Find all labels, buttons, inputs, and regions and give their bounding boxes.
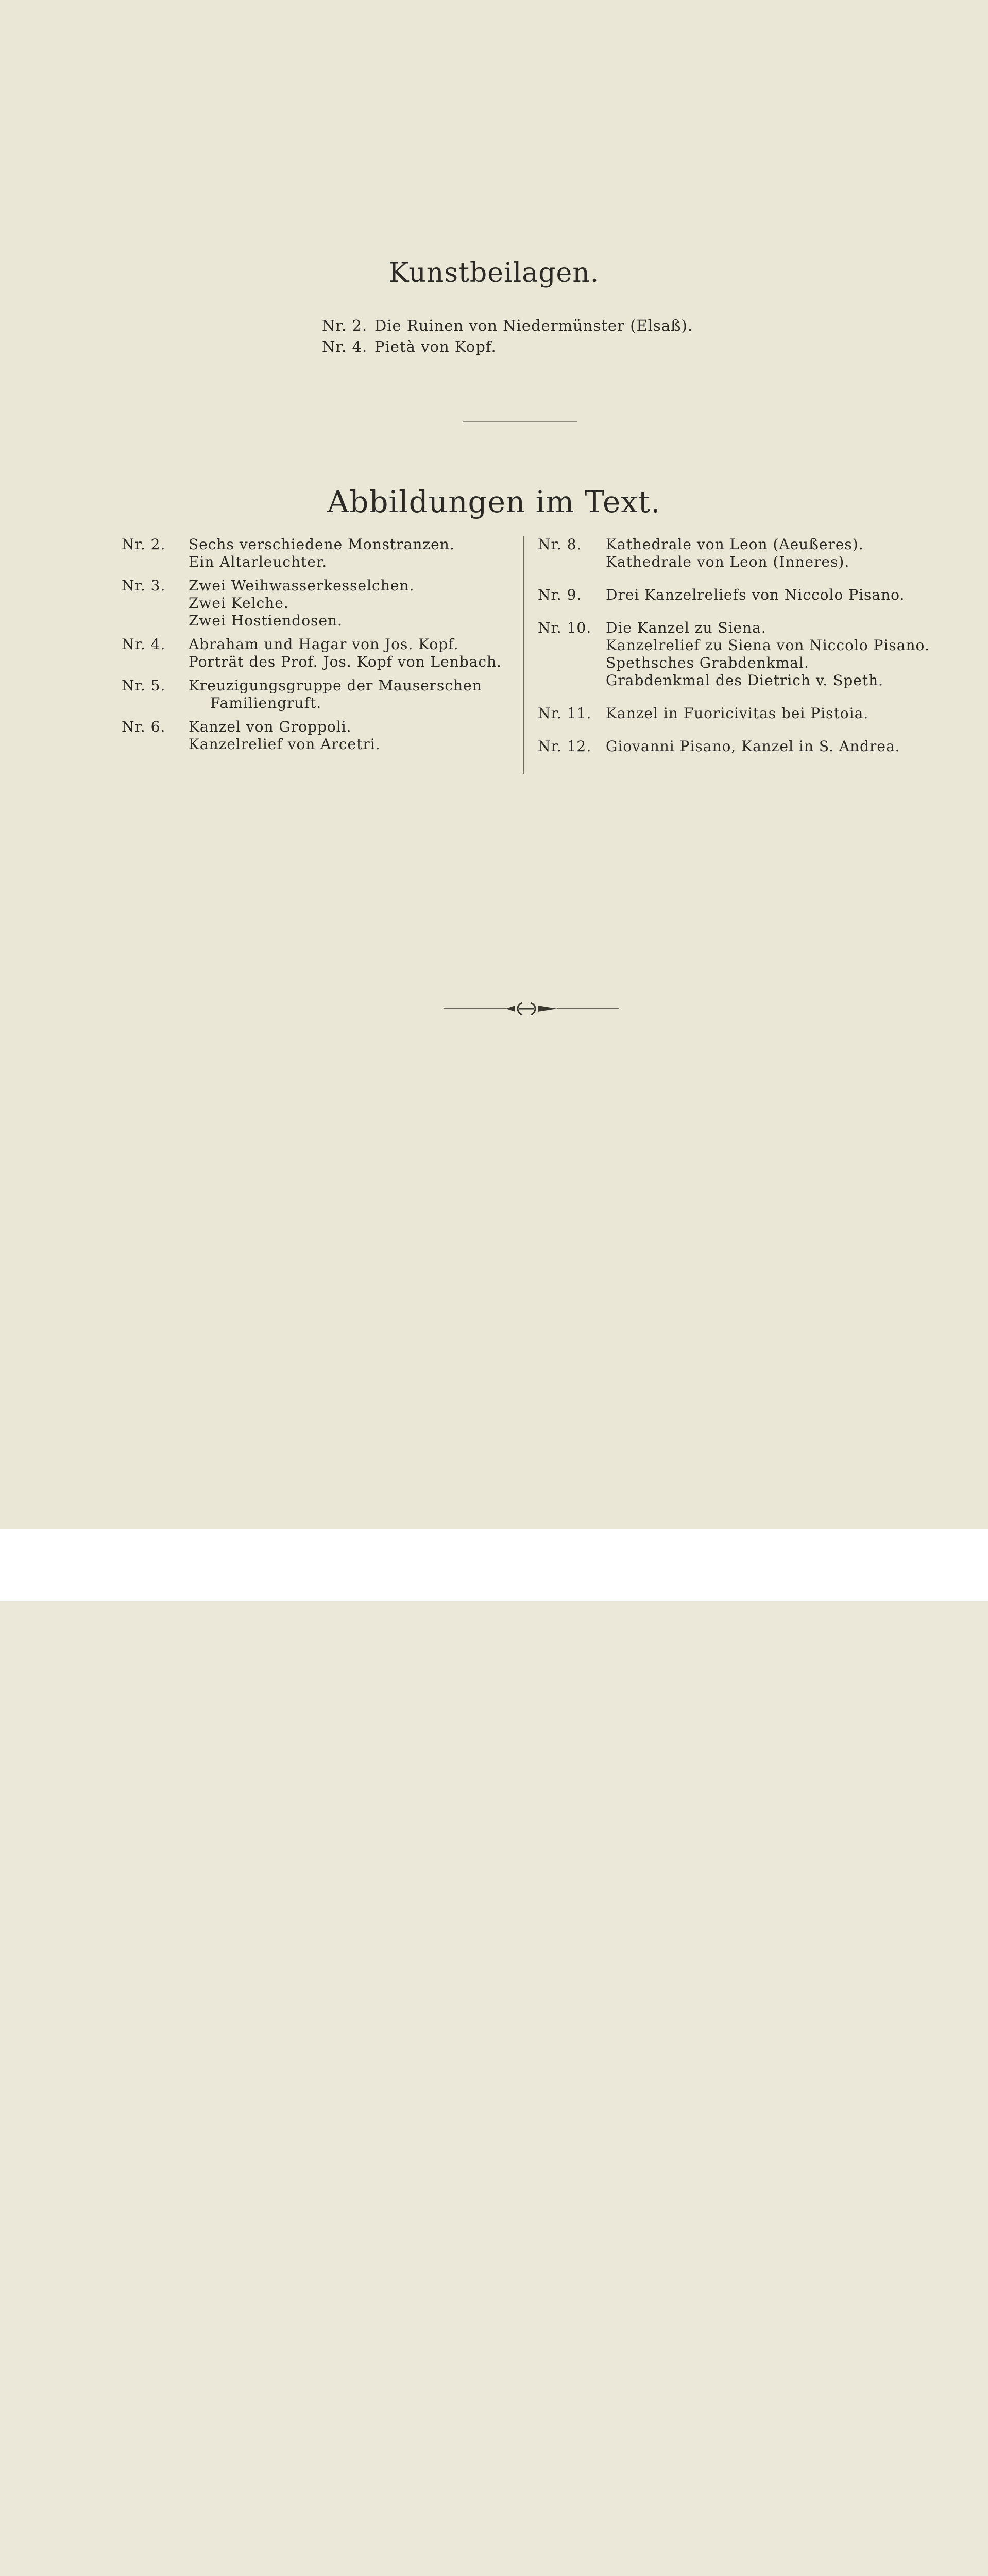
list-item	[538, 536, 940, 571]
entry-line: Kathedrale von Leon (Inneres).	[606, 553, 850, 570]
entry-number: Nr. 9.	[538, 586, 582, 603]
entry-line: Zwei Kelche.	[189, 595, 289, 612]
entry-line: Kreuzigungsgruppe der Mauserschen	[189, 677, 482, 694]
entry-line: Zwei Hostiendosen.	[189, 612, 343, 629]
plates-list	[322, 315, 693, 358]
list-item	[538, 619, 940, 689]
entry-line: Die Kanzel zu Siena.	[606, 619, 766, 636]
entry-number: Nr. 2.	[122, 536, 166, 553]
entry-line: Sechs verschiedene Monstranzen.	[189, 536, 455, 553]
entry-number: Nr. 3.	[122, 577, 166, 594]
entry-line: Kanzelrelief zu Siena von Niccolo Pisano.	[606, 637, 930, 654]
list-item	[122, 536, 513, 571]
entry-number: Nr. 5.	[122, 677, 166, 694]
entry-line: Ein Altarleuchter.	[189, 553, 328, 570]
list-item	[122, 718, 513, 753]
list-item	[538, 586, 940, 604]
plate-title: Die Ruinen von Niedermünster (Elsaß).	[374, 317, 693, 334]
plate-title: Pietà von Kopf.	[374, 338, 497, 355]
list-item	[538, 738, 940, 755]
footer-bar	[0, 1529, 988, 1601]
ornament-divider-icon	[444, 998, 619, 1019]
entry-number: Nr. 4.	[122, 636, 166, 653]
column-divider	[523, 536, 524, 774]
illustrations-right-column	[538, 536, 940, 755]
entry-line: Familiengruft.	[210, 694, 322, 711]
plate-entry	[322, 336, 693, 358]
entry-line: Kanzel in Fuoricivitas bei Pistoia.	[606, 705, 869, 722]
entry-line: Porträt des Prof. Jos. Kopf von Lenbach.	[189, 653, 502, 670]
list-item	[122, 577, 513, 630]
entry-line: Kathedrale von Leon (Aeußeres).	[606, 536, 864, 553]
plate-number: Nr. 2.	[322, 317, 368, 334]
entry-line: Kanzelrelief von Arcetri.	[189, 736, 381, 753]
entry-number: Nr. 12.	[538, 738, 592, 755]
entry-number: Nr. 6.	[122, 718, 166, 735]
divider-rule	[463, 421, 577, 422]
entry-number: Nr. 8.	[538, 536, 582, 553]
entry-line: Abraham und Hagar von Jos. Kopf.	[189, 636, 459, 653]
entry-number: Nr. 10.	[538, 619, 592, 636]
heading-illustrations: Abbildungen im Text.	[327, 484, 661, 519]
entry-line: Grabdenkmal des Dietrich v. Speth.	[606, 672, 884, 689]
entry-line: Spethsches Grabdenkmal.	[606, 654, 809, 671]
plate-number: Nr. 4.	[322, 338, 368, 355]
list-item	[538, 705, 940, 722]
list-item	[122, 636, 513, 671]
heading-art-plates: Kunstbeilagen.	[388, 258, 600, 289]
entry-line: Drei Kanzelreliefs von Niccolo Pisano.	[606, 586, 905, 603]
illustrations-left-column	[122, 536, 513, 753]
entry-line: Giovanni Pisano, Kanzel in S. Andrea.	[606, 738, 900, 755]
entry-number: Nr. 11.	[538, 705, 592, 722]
entry-line: Kanzel von Groppoli.	[189, 718, 352, 735]
entry-line: Zwei Weihwasserkesselchen.	[189, 577, 415, 594]
list-item	[122, 677, 513, 712]
plate-entry	[322, 315, 693, 336]
